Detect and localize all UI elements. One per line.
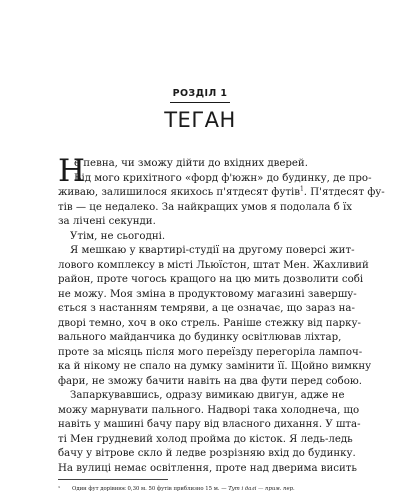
footnote-text: Один фут дорівнює 0,30 м. 50 футів приблизно 15 м. — [72, 486, 227, 492]
footnote [58, 484, 376, 494]
paragraph-line: е певна, чи зможу дійти до вхідних дверей. [74, 158, 308, 169]
paragraph-line: ється з настанням темряви, а це означає, що зараз на- [58, 303, 355, 314]
paragraph-line: за лічені секунди. [58, 216, 156, 227]
paragraph-line-tail: . П'ятдесят фу- [303, 187, 385, 198]
footnote-reference[interactable]: 1 [299, 185, 304, 193]
paragraph-line [58, 185, 385, 201]
drop-cap: Н [58, 153, 86, 189]
paragraph-line: бачу у вітрове скло й ледве розрізняю вхід до будинку. [58, 448, 356, 459]
chapter-rule [170, 102, 230, 103]
paragraph-line: дворі темно, хоч в око стрель. Раніше стежку від парку- [58, 317, 361, 329]
paragraph-line: не можу. Моя зміна в продуктовому магазині завершу- [58, 288, 357, 300]
paragraph-line: район, проте чогось кращого на цю мить дозволити собі [58, 274, 364, 285]
paragraph-line: навіть у машині бачу пару від власного дихання. У шта- [58, 419, 361, 430]
chapter-label: РОЗДІЛ 1 [172, 88, 228, 99]
paragraph-line: проте за місяць після мого переїзду перегоріла лампоч- [58, 346, 363, 358]
footnote-translator-note: Тут і далі — прим. пер. [228, 486, 295, 492]
chapter-title: ТЕГАН [164, 108, 236, 132]
paragraph-line: лового комплексу в місті Льюїстон, штат Мен. Жахливий [58, 259, 369, 271]
paragraph-line: Утім, не сьогодні. [70, 230, 166, 242]
paragraph-line: тів — це недалеко. За найкращих умов я подолала б їх [58, 201, 352, 213]
paragraph-line: На вулиці немає освітлення, проте над дверима висить [58, 462, 357, 474]
paragraph-line: вального майданчика до будинку освітлював ліхтар, [58, 332, 342, 343]
paragraph-line: фари, не зможу бачити навіть на два фути перед собою. [58, 375, 362, 387]
paragraph-line: можу марнувати пального. Надворі така холоднеча, що [58, 404, 360, 416]
footnote-marker: ¹ [58, 486, 61, 492]
paragraph-line: Запаркувавшись, одразу вимикаю двигун, адже не [70, 390, 345, 401]
paragraph-line: ті Мен грудневий холод пройма до кісток. Я ледь-ледь [58, 433, 353, 445]
paragraph-line: Я мешкаю у квартирі-студії на другому поверсі жит- [70, 245, 355, 256]
paragraph-line: Від мого крихітного «форд ф'южн» до будинку, де про- [74, 172, 372, 184]
paragraph-line: ка й нікому не спало на думку замінити її. Щойно вимкну [58, 361, 372, 372]
body-text [58, 153, 385, 476]
paragraph-line-text: живаю, залишилося якихось п'ятдесят футів [58, 187, 300, 198]
footnote-rule [58, 479, 168, 480]
